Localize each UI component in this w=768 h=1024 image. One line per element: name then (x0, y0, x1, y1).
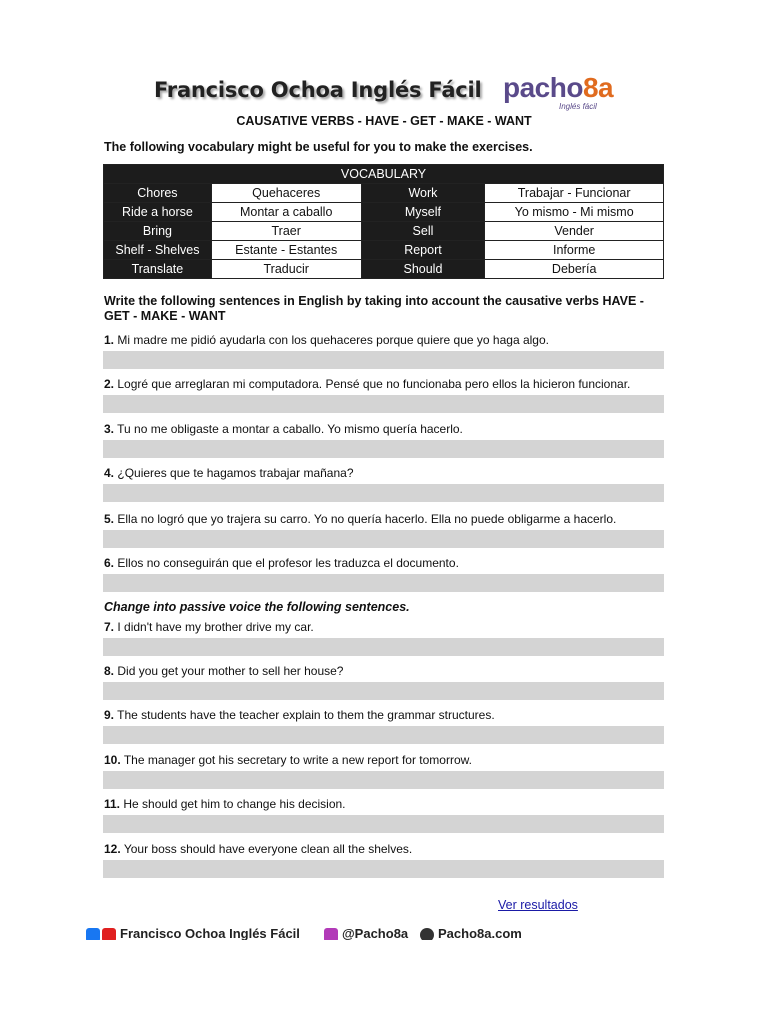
answer-field-11[interactable] (103, 815, 664, 833)
vocab-word: Work (361, 184, 485, 203)
question-9 (104, 708, 495, 722)
question-10 (104, 753, 472, 767)
answer-field-7[interactable] (103, 638, 664, 656)
question-12 (104, 842, 412, 856)
logo-subtitle: Inglés fácil (559, 102, 597, 111)
vocab-translation: Yo mismo - Mi mismo (485, 203, 664, 222)
answer-field-4[interactable] (103, 484, 664, 502)
answer-field-1[interactable] (103, 351, 664, 369)
question-number: 6. (104, 556, 115, 570)
intro-text: The following vocabulary might be useful for you to make the exercises. (104, 140, 533, 154)
footer-item-handle: @Pacho8a (342, 926, 409, 940)
question-number: 11. (104, 797, 121, 811)
question-text: Ellos no conseguirán que el profesor les traduzca el documento. (117, 556, 459, 570)
vocab-translation: Trabajar - Funcionar (485, 184, 664, 203)
vocabulary-table (103, 164, 664, 279)
results-link[interactable]: Ver resultados (498, 898, 578, 912)
question-number: 4. (104, 466, 115, 480)
vocab-translation: Debería (485, 260, 664, 279)
question-text: Tu no me obligaste a montar a caballo. Yo mismo quería hacerlo. (117, 422, 463, 436)
answer-field-8[interactable] (103, 682, 664, 700)
question-number: 1. (104, 333, 115, 347)
question-text: Ella no logró que yo trajera su carro. Yo no quería hacerlo. Ella no puede obligarme a hacerlo. (117, 512, 617, 526)
question-number: 2. (104, 377, 115, 391)
instructions: Write the following sentences in English by taking into account the causative verbs HAVE - GET - MAKE - WANT (104, 294, 644, 323)
question-3 (104, 422, 463, 436)
vocab-word: Chores (104, 184, 212, 203)
page-title: Francisco Ochoa Inglés Fácil (154, 78, 482, 102)
vocab-row (104, 222, 664, 241)
footer-item-web: Pacho8a.com (438, 926, 522, 940)
question-number: 5. (104, 512, 115, 526)
question-text: Mi madre me pidió ayudarla con los quehaceres porque quiere que yo haga algo. (117, 333, 549, 347)
footer-item-name: Francisco Ochoa Inglés Fácil (120, 926, 300, 940)
worksheet-subtitle: CAUSATIVE VERBS - HAVE - GET - MAKE - WANT (236, 114, 532, 128)
question-8 (104, 664, 343, 678)
vocab-word: Report (361, 241, 485, 260)
question-number: 3. (104, 422, 115, 436)
vocab-translation: Montar a caballo (211, 203, 361, 222)
question-number: 10. (104, 753, 121, 767)
answer-field-2[interactable] (103, 395, 664, 413)
vocab-translation: Traducir (211, 260, 361, 279)
vocabulary-heading: VOCABULARY (104, 165, 664, 184)
question-text: ¿Quieres que te hagamos trabajar mañana? (117, 466, 354, 480)
question-text: I didn't have my brother drive my car. (117, 620, 314, 634)
answer-field-12[interactable] (103, 860, 664, 878)
logo-text: pacho (503, 72, 583, 103)
vocab-word: Translate (104, 260, 212, 279)
question-1 (104, 333, 549, 347)
vocab-row (104, 203, 664, 222)
vocab-word: Sell (361, 222, 485, 241)
vocab-word: Bring (104, 222, 212, 241)
footer-social (86, 926, 686, 940)
facebook-icon[interactable] (86, 928, 100, 940)
vocab-row (104, 260, 664, 279)
vocab-translation: Estante - Estantes (211, 241, 361, 260)
vocab-translation: Quehaceres (211, 184, 361, 203)
pacho8a-logo (503, 72, 613, 118)
vocab-word: Shelf - Shelves (104, 241, 212, 260)
question-text: Did you get your mother to sell her house? (117, 664, 344, 678)
section-title-passive: Change into passive voice the following sentences. (104, 600, 410, 614)
question-number: 9. (104, 708, 115, 722)
question-number: 8. (104, 664, 115, 678)
question-6 (104, 556, 459, 570)
youtube-icon[interactable] (102, 928, 116, 940)
question-4 (104, 466, 354, 480)
question-2 (104, 377, 630, 391)
instagram-icon[interactable] (324, 928, 338, 940)
vocab-word: Ride a horse (104, 203, 212, 222)
question-text: The manager got his secretary to write a new report for tomorrow. (123, 753, 472, 767)
question-number: 12. (104, 842, 121, 856)
logo-accent: 8a (582, 72, 614, 103)
vocab-word: Should (361, 260, 485, 279)
vocab-word: Myself (361, 203, 485, 222)
vocab-row (104, 241, 664, 260)
question-5 (104, 512, 616, 526)
question-text: He should get him to change his decision. (123, 797, 346, 811)
vocab-translation: Informe (485, 241, 664, 260)
answer-field-10[interactable] (103, 771, 664, 789)
question-text: Your boss should have everyone clean all the shelves. (123, 842, 413, 856)
answer-field-3[interactable] (103, 440, 664, 458)
vocab-translation: Vender (485, 222, 664, 241)
vocab-row (104, 184, 664, 203)
answer-field-6[interactable] (103, 574, 664, 592)
question-text: The students have the teacher explain to them the grammar structures. (117, 708, 495, 722)
vocab-translation: Traer (211, 222, 361, 241)
answer-field-9[interactable] (103, 726, 664, 744)
question-7 (104, 620, 314, 634)
question-text: Logré que arreglaran mi computadora. Pensé que no funcionaba pero ellos la hicieron funcionar. (117, 377, 631, 391)
answer-field-5[interactable] (103, 530, 664, 548)
header (0, 70, 768, 118)
question-11 (104, 797, 346, 811)
question-number: 7. (104, 620, 115, 634)
web-icon[interactable] (420, 928, 434, 940)
